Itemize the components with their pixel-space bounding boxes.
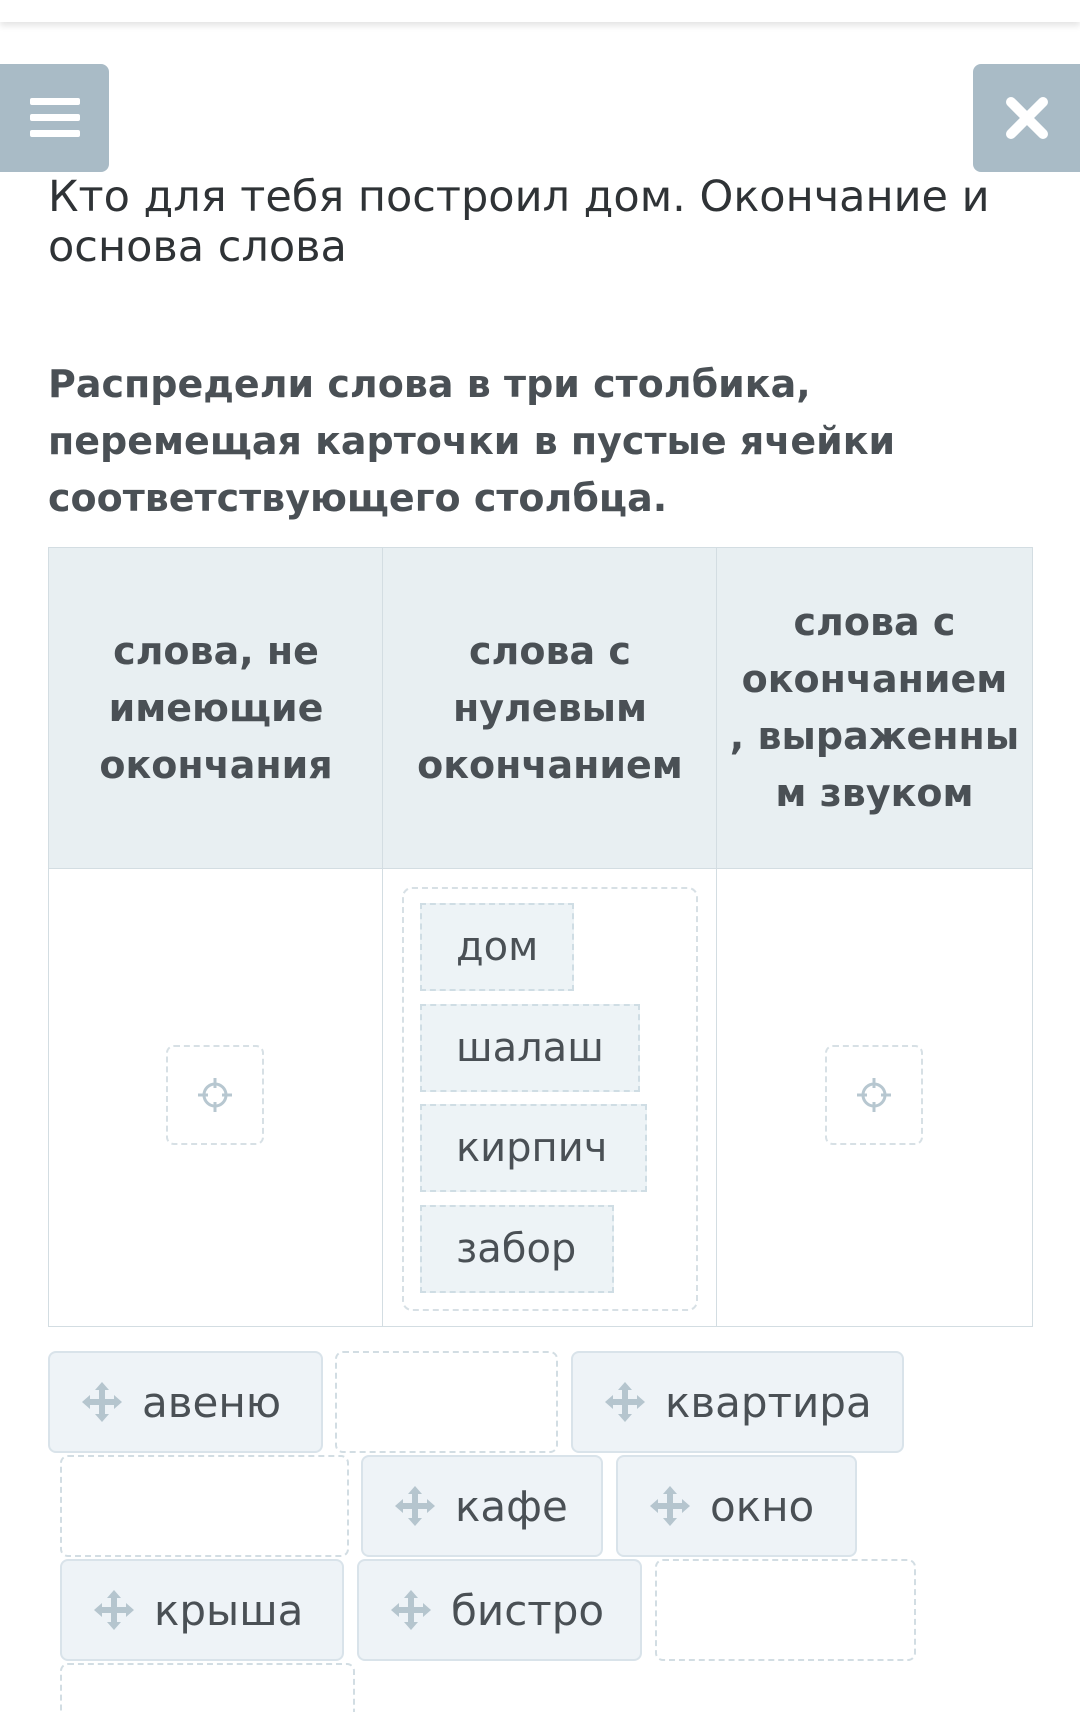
word-label: авеню <box>142 1377 282 1427</box>
pool-word-card[interactable] <box>616 1455 857 1557</box>
placed-word-card[interactable] <box>420 1104 647 1192</box>
word-label: окно <box>710 1481 815 1531</box>
task-instruction: Распредели слова в три столбика, перемещая карточки в пустые ячейки соответствующего столбца. <box>48 362 896 520</box>
drop-slot-column-1[interactable] <box>166 1045 264 1145</box>
move-icon <box>92 1588 136 1632</box>
target-icon <box>195 1075 235 1115</box>
drop-slot-column-3[interactable] <box>825 1045 923 1145</box>
move-icon <box>80 1380 124 1424</box>
pool-word-card[interactable] <box>60 1559 344 1661</box>
pool-word-card[interactable] <box>48 1351 323 1453</box>
move-icon <box>648 1484 692 1528</box>
word-label: квартира <box>665 1377 872 1427</box>
placed-word-card[interactable] <box>420 1205 614 1293</box>
close-button[interactable] <box>973 64 1080 172</box>
column-header-label: слова с окончанием , выраженны м звуком <box>729 600 1020 815</box>
word-label: забор <box>456 1226 577 1272</box>
word-label: бистро <box>451 1585 605 1635</box>
placed-word-card[interactable] <box>420 1004 640 1092</box>
word-label: кафе <box>455 1481 568 1531</box>
empty-card-slot <box>60 1663 355 1712</box>
word-label: дом <box>456 924 539 970</box>
empty-card-slot <box>655 1559 916 1661</box>
page-title: Кто для тебя построил дом. Окончание и основа слова <box>48 172 990 272</box>
placed-word-card[interactable] <box>420 903 574 991</box>
move-icon <box>393 1484 437 1528</box>
sorting-table <box>48 547 1033 1327</box>
move-icon <box>603 1380 647 1424</box>
menu-button[interactable] <box>0 64 109 172</box>
column-header-label: слова с нулевым окончанием <box>417 628 683 787</box>
pool-word-card[interactable] <box>357 1559 642 1661</box>
column-2-drop-area[interactable] <box>402 887 698 1311</box>
word-label: кирпич <box>456 1125 608 1171</box>
move-icon <box>389 1588 433 1632</box>
top-bar <box>0 0 1080 22</box>
column-header-no-ending <box>49 548 383 868</box>
column-divider <box>382 548 383 1326</box>
empty-card-slot <box>335 1351 558 1453</box>
word-label: шалаш <box>456 1025 604 1071</box>
pool-word-card[interactable] <box>571 1351 904 1453</box>
header-divider <box>49 868 1032 869</box>
column-header-zero-ending <box>383 548 717 868</box>
column-header-sound-ending <box>717 548 1032 868</box>
column-divider <box>716 548 717 1326</box>
target-icon <box>854 1075 894 1115</box>
close-icon <box>1005 96 1049 140</box>
empty-card-slot <box>60 1455 349 1557</box>
pool-word-card[interactable] <box>361 1455 603 1557</box>
column-header-label: слова, не имеющие окончания <box>99 628 333 787</box>
word-label: крыша <box>154 1585 304 1635</box>
menu-icon <box>28 96 82 140</box>
